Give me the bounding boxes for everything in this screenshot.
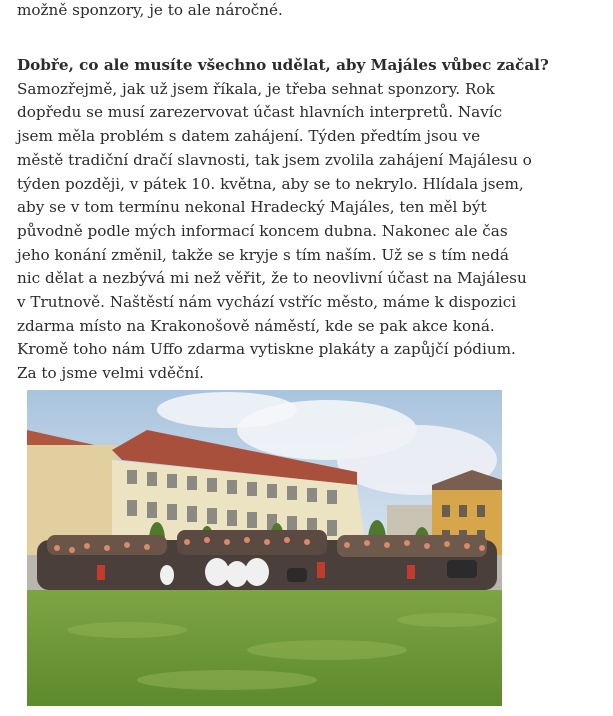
- interview-question: Dobře, co ale musíte všechno udělat, aby Majáles vůbec začal?: [17, 56, 549, 74]
- answer-line: jeho konání změnil, takže se kryje s tím naším. Už se s tím nedá: [17, 245, 509, 264]
- answer-line: jsem měla problém s datem zahájení. Týden předtím jsou ve: [17, 127, 481, 146]
- answer-line: původně podle mých informací koncem dubna. Nakonec ale čas: [17, 221, 508, 240]
- answer-line: aby se v tom termínu nekonal Hradecký Majáles, ten měl být: [17, 198, 487, 217]
- answer-line: městě tradiční dračí slavnosti, tak jsem zvolila zahájení Majálesu o: [17, 150, 532, 169]
- answer-line: Samozřejmě, jak už jsem říkala, je třeba sehnat sponzory. Rok: [17, 79, 495, 98]
- interview-answer: [17, 78, 532, 386]
- answer-line: Kromě toho nám Uffo zdarma vytiskne plakáty a zapůjčí pódium.: [17, 340, 516, 359]
- answer-line: Za to jsme velmi vděční.: [17, 364, 205, 383]
- answer-line: týden později, v pátek 10. května, aby se to nekrylo. Hlídala jsem,: [17, 174, 524, 193]
- answer-line: nic dělat a nezbývá mi než věřit, že to neovlivní účast na Majálesu: [17, 269, 527, 288]
- answer-line: v Trutnově. Naštěstí nám vychází vstříc město, máme k dispozici: [17, 293, 517, 312]
- crowd: [37, 530, 497, 590]
- previous-paragraph-tail: možně sponzory, je to ale náročné.: [17, 1, 283, 19]
- cloud: [157, 392, 297, 428]
- group-photo: [27, 390, 502, 706]
- answer-line: dopředu se musí zarezervovat účast hlavních interpretů. Navíc: [17, 103, 503, 122]
- answer-line: zdarma místo na Krakonošově náměstí, kde se pak akce koná.: [17, 316, 495, 335]
